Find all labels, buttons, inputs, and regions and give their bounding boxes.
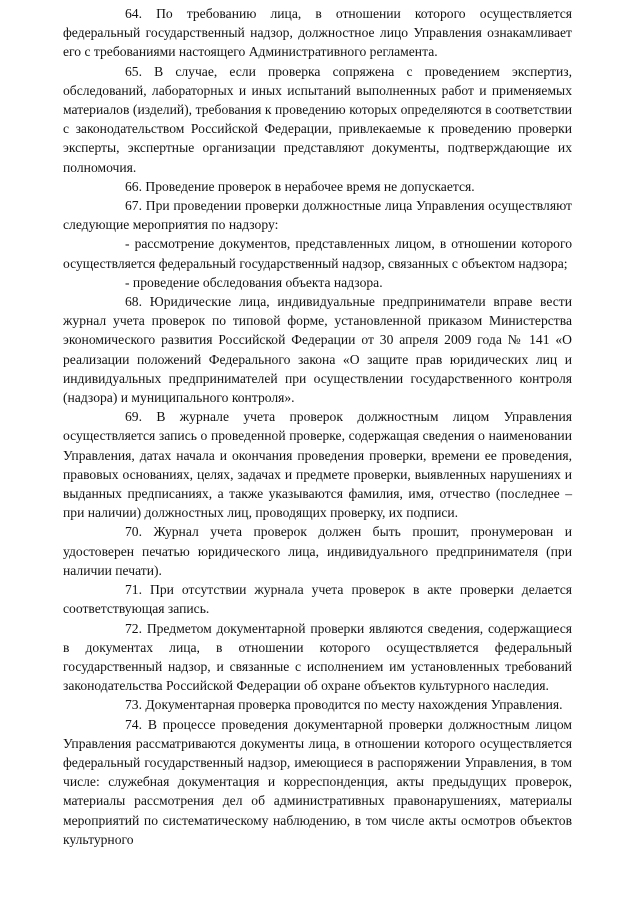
paragraph-72: 72. Предметом документарной проверки являются сведения, содержащиеся в документах лица, в отношении которого осуществляется федеральный государственный надзор, и связанные с исполнением им установленных требований законодательства Российской Федерации об охране объектов культурного наследия. [63,620,572,694]
paragraph-66: 66. Проведение проверок в нерабочее время не допускается. [125,178,475,194]
paragraph-70: 70. Журнал учета проверок должен быть прошит, пронумерован и удостоверен печатью юридического лица, индивидуального предпринимателя (при наличии печати). [63,524,572,578]
paragraph-67-item-1: - рассмотрение документов, представленных лицом, в отношении которого осуществляется федеральный государственный надзор, связанных с объектом надзора; [63,236,572,271]
paragraph-73: 73. Документарная проверка проводится по месту нахождения Управления. [125,697,563,713]
paragraph-65: 65. В случае, если проверка сопряжена с проведением экспертиз, обследований, лабораторных и иных испытаний выполненных работ и применяемых материалов (изделий), требования к проведению которых определяются в соответствии с законодательством Российской Федерации, привлекаемые к проведению проверки эксперты, экспертные организации представляют документы, подтверждающие их полномочия. [63,63,572,175]
paragraph-64: 64. По требованию лица, в отношении которого осуществляется федеральный государственный надзор, должностное лицо Управления ознакамливает его с требованиями настоящего Административного регламента. [63,6,572,60]
paragraph-69: 69. В журнале учета проверок должностным лицом Управления осуществляется запись о проведенной проверке, содержащая сведения о наименовании Управления, датах начала и окончания проведения проверки, времени ее проведения, правовых основаниях, целях, задачах и предмете проверки, выявленных нарушениях и выданных предписаниях, а также указываются фамилия, имя, отчество (последнее – при наличии) должностных лиц, проводящих проверку, их подписи. [63,409,572,521]
paragraph-74: 74. В процессе проведения документарной проверки должностным лицом Управления рассматриваются документы лица, в отношении которого осуществляется федеральный государственный надзор, имеющиеся в распоряжении Управления, в том числе: служебная документация и корреспонденция, акты предыдущих проверок, материалы рассмотрения дел об административных правонарушениях, материалы мероприятий по систематическому наблюдению, в том числе акты осмотров объектов культурного [63,716,572,847]
paragraph-71: 71. При отсутствии журнала учета проверок в акте проверки делается соответствующая запись. [63,582,572,617]
paragraph-67: 67. При проведении проверки должностные лица Управления осуществляют следующие мероприятия по надзору: [63,198,572,233]
paragraph-68: 68. Юридические лица, индивидуальные предприниматели вправе вести журнал учета проверок по типовой форме, установленной приказом Министерства экономического развития Российской Федерации от 30 апреля 2009 года № 141 «О реализации положений Федерального закона «О защите прав юридических лиц и индивидуальных предпринимателей при осуществлении государственного контроля (надзора) и муниципального контроля». [63,294,572,406]
paragraph-67-item-2: - проведение обследования объекта надзора. [125,274,383,290]
document-page [63,4,572,849]
